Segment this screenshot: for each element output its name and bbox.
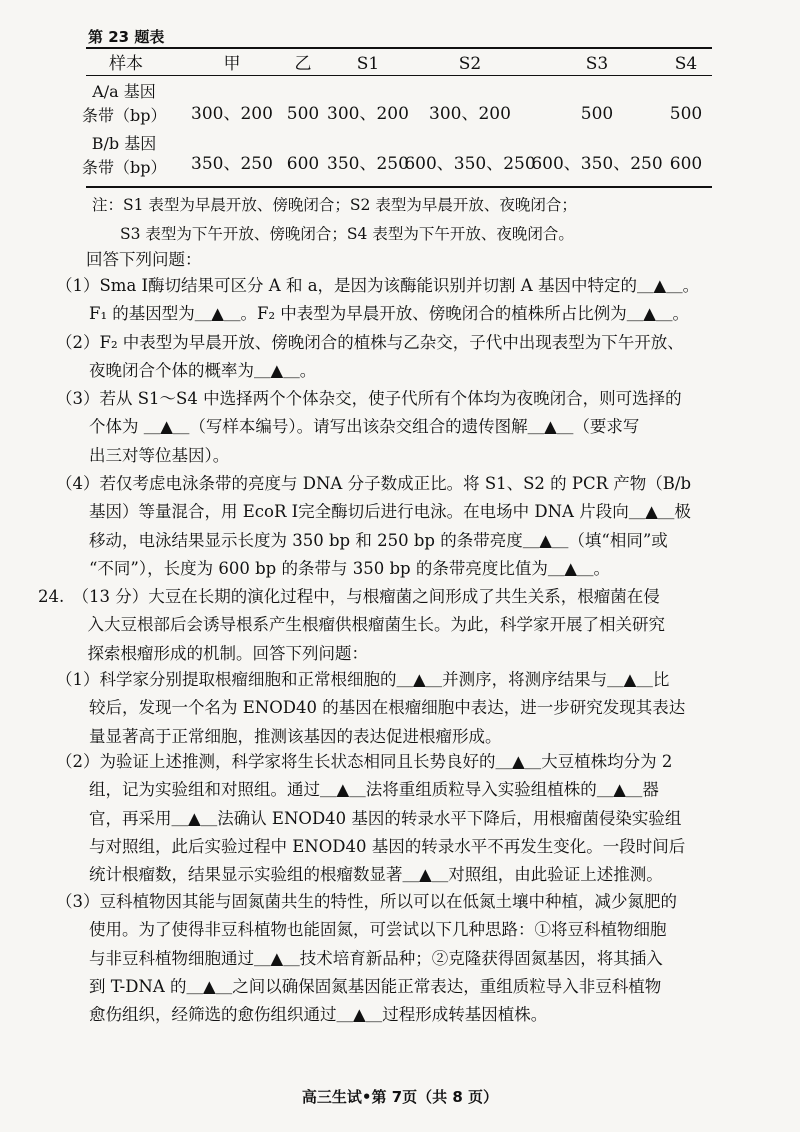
q24-stem: 24. （13 分）大豆在长期的演化过程中，与根瘤菌之间形成了共生关系，根瘤菌在侵 入大豆根部后会诱导根系产生根瘤供根瘤菌生长。为此，科学家开展了相关研究 探索根瘤形成的机制。回答下列问题： (38, 587, 665, 663)
table-header-s2: S2 (458, 54, 482, 74)
table-note-line-1: 注：S1 表型为早晨开放、傍晚闭合；S2 表型为早晨开放、夜晚闭合； (92, 196, 577, 214)
table-cell: 300、200 (191, 104, 273, 124)
table-header-jia: 甲 (223, 54, 241, 74)
q23-intro: 回答下列问题： (86, 250, 202, 269)
q23-part-1: （1）Sma Ⅰ酶切结果可区分 A 和 a，是因为该酶能识别并切割 A 基因中特定的＿▲＿。 F₁ 的基因型为＿▲＿。F₂ 中表型为早晨开放、傍晚闭合的植株所占比例为＿▲＿。 (56, 276, 700, 324)
table-header-s3: S3 (585, 54, 609, 74)
table-cell: 600 (669, 154, 703, 174)
table-header-s4: S4 (674, 54, 698, 74)
table-cell: 300、200 (327, 104, 409, 124)
q24-part-3: （3）豆科植物因其能与固氮菌共生的特性，所以可以在低氮土壤中种植，减少氮肥的 使用。为了使得非豆科植物也能固氮，可尝试以下几种思路：①将豆科植物细胞 与非豆科植物细胞通过＿▲＿技术培育新品种；②克隆获得固氮基因，将其插入 到 T-DNA 的＿▲＿之间以确保固氮基因能正常表达，重组质粒导入非豆科植物 愈伤组织，经筛选的愈伤组织通过＿▲＿过程形成转基因植株。 (56, 892, 677, 1025)
q23-part-4: （4）若仅考虑电泳条带的亮度与 DNA 分子数成正比。将 S1、S2 的 PCR 产物（B/b 基因）等量混合，用 EcoR Ⅰ完全酶切后进行电泳。在电场中 DNA 片段向＿▲＿极 移动，电泳结果显示长度为 350 bp 和 250 bp 的条带亮度＿▲＿（填“相同”或 “不同”），长度为 600 bp 的条带与 350 bp 的条带亮度比值为＿▲＿。 (56, 474, 692, 578)
q23-part-3: （3）若从 S1～S4 中选择两个个体杂交，使子代所有个体均为夜晚闭合，则可选择的 个体为 ＿▲＿（写样本编号）。请写出该杂交组合的遗传图解＿▲＿（要求写 出三对等位基因）。 (56, 389, 682, 465)
q24-part-2: （2）为验证上述推测，科学家将生长状态相同且长势良好的＿▲＿大豆植株均分为 2 组，记为实验组和对照组。通过＿▲＿法将重组质粒导入实验组植株的＿▲＿器 官，再采用＿▲＿法确认 ENOD40 基因的转录水平下降后，用根瘤菌侵染实验组 与对照组，此后实验过程中 ENOD40 基因的转录水平不再发生变化。一段时间后 统计根瘤数，结果显示实验组的根瘤数显著＿▲＿对照组，由此验证上述推测。 (56, 752, 686, 885)
table-row-label-aa: A/a 基因 条带（bp） (82, 82, 167, 125)
table-cell: 600、350、250 (531, 154, 663, 174)
table-note-line-2: S3 表型为下午开放、傍晚闭合；S4 表型为下午开放、夜晚闭合。 (120, 225, 574, 243)
table-cell: 350、250 (327, 154, 409, 174)
table-cell: 500 (286, 104, 320, 124)
table-cell: 500 (580, 104, 614, 124)
table-header-sample: 样本 (109, 54, 143, 74)
table-header-yi: 乙 (294, 54, 312, 74)
table-cell: 300、200 (429, 104, 511, 124)
table-cell: 600 (286, 154, 320, 174)
table-top-rule (86, 47, 712, 49)
page-footer: 高三生试•第 7页（共 8 页） (301, 1088, 499, 1106)
table-cell: 600、350、250 (404, 154, 536, 174)
q23-part-2: （2）F₂ 中表型为早晨开放、傍晚闭合的植株与乙杂交，子代中出现表型为下午开放、 夜晚闭合个体的概率为＿▲＿。 (56, 333, 684, 381)
table-cell: 350、250 (191, 154, 273, 174)
table-row-label-bb: B/b 基因 条带（bp） (82, 134, 167, 177)
table-cell: 500 (669, 104, 703, 124)
table-bottom-rule (86, 186, 712, 188)
q24-part-1: （1）科学家分别提取根瘤细胞和正常根细胞的＿▲＿并测序，将测序结果与＿▲＿比 较后，发现一个名为 ENOD40 的基因在根瘤细胞中表达，进一步研究发现其表达 量显著高于正常细胞，推测该基因的表达促进根瘤形成。 (56, 670, 686, 746)
table-header-s1: S1 (356, 54, 380, 74)
table-caption: 第 23 题表 (88, 28, 165, 46)
table-header-rule (86, 75, 712, 76)
